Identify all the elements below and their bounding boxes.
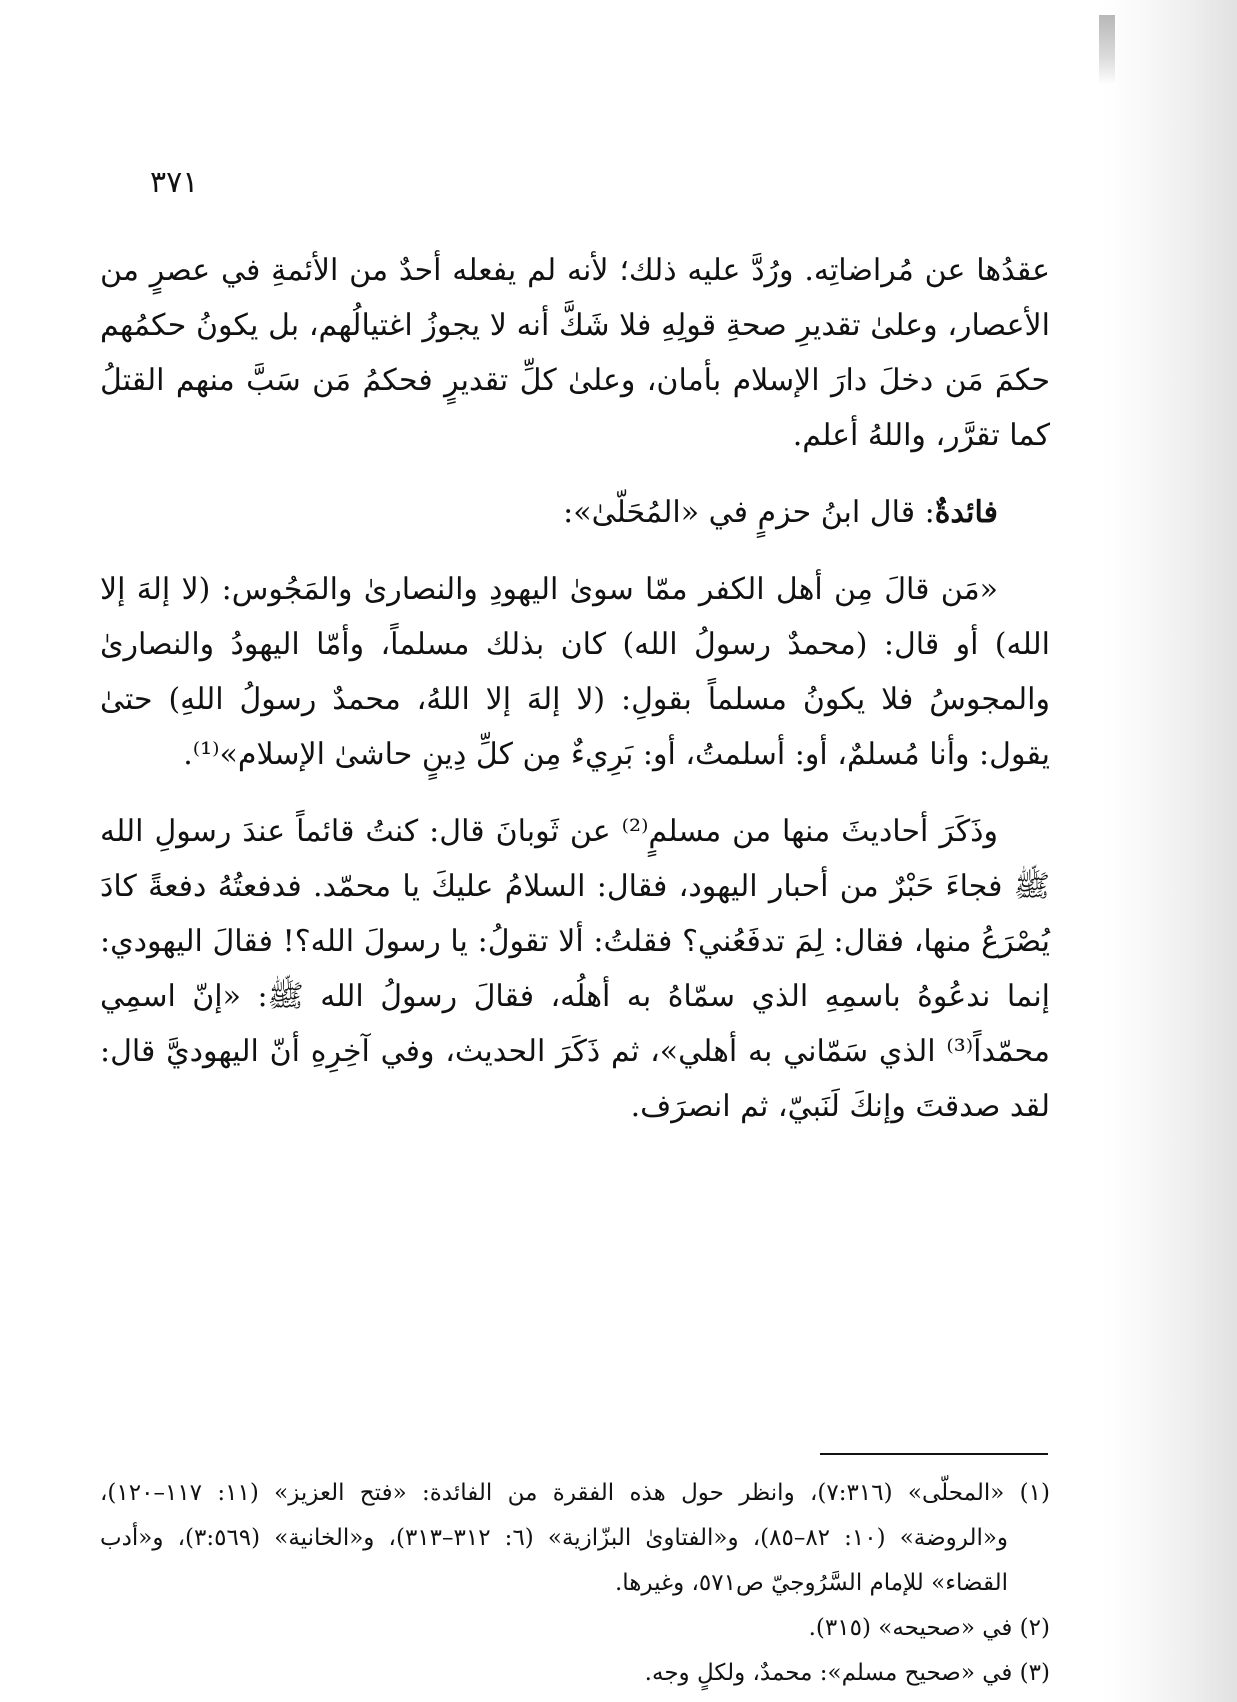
page-edge-mark [1099, 15, 1115, 85]
faida-paragraph [100, 485, 1050, 540]
footnote-divider [820, 1453, 1048, 1455]
main-text [100, 243, 1050, 1134]
page-number: ٣٧١ [150, 165, 199, 200]
hadith-paragraph: وذَكَرَ أحاديثَ منها من مسلمٍ⁽²⁾ عن ثَوبانَ قال: كنتُ قائماً عندَ رسولِ الله ﷺ فجاءَ حَبْرٌ من أحبار اليهود، فقال: السلامُ عليكَ يا محمّد. فدفعتُهُ دفعةً كادَ يُصْرَعُ منها، فقال: لِمَ تدفَعُني؟ فقلتُ: ألا تقولُ: يا رسولَ الله؟! فقالَ اليهودي: إنما ندعُوهُ باسمِهِ الذي سمّاهُ به أهلُه، فقالَ رسولُ الله ﷺ: «إنّ اسمِي محمّداً⁽³⁾ الذي سَمّاني به أهلي»، ثم ذَكَرَ الحديث، وفي آخِرِهِ أنّ اليهوديَّ قال: لقد صدقتَ وإنكَ لَنَبيّ، ثم انصرَف. [100, 814, 1050, 1124]
faida-rest: : قال ابنُ حزمٍ في «المُحَلّىٰ»: [563, 495, 935, 530]
footnote-2: (٢) في «صحيحه» (٣١٥). [808, 1615, 1050, 1641]
quote-paragraph: «مَن قالَ مِن أهل الكفر ممّا سوىٰ اليهودِ والنصارىٰ والمَجُوس: (لا إلهَ إلا الله) أو قال: (محمدٌ رسولُ الله) كان بذلك مسلماً، وأمّا اليهودُ والنصارىٰ والمجوسُ فلا يكونُ مسلماً بقولِ: (لا إلهَ إلا اللهُ، محمدٌ رسولُ اللهِ) حتىٰ يقول: وأنا مُسلمٌ، أو: أسلمتُ، أو: بَرِيءٌ مِن كلِّ دِينٍ حاشىٰ الإسلام»⁽¹⁾. [100, 572, 1050, 772]
footnotes [100, 1471, 1050, 1696]
footnote-1: (١) «المحلّى» (٧:٣١٦)، وانظر حول هذه الفقرة من الفائدة: «فتح العزيز» (١١: ١١٧–١٢٠)، و«الروضة» (١٠: ٨٢–٨٥)، و«الفتاوىٰ البزّازية» (٦: ٣١٢–٣١٣)، و«الخانية» (٣:٥٦٩)، و«أدب القضاء» للإمام السَّرُوجيّ ص٥٧١، وغيرها. [100, 1480, 1050, 1596]
footnote-3: (٣) في «صحيح مسلم»: محمدٌ، ولكلٍ وجه. [644, 1660, 1050, 1686]
paragraph-continuation: عقدُها عن مُراضاتِه. ورُدَّ عليه ذلك؛ لأنه لم يفعله أحدٌ من الأئمةِ في عصرٍ من الأعصار، وعلىٰ تقديرِ صحةِ قولِهِ فلا شَكَّ أنه لا يجوزُ اغتيالُهم، بل يكونُ حكمُهم حكمَ مَن دخلَ دارَ الإسلام بأمان، وعلىٰ كلِّ تقديرٍ فحكمُ مَن سَبَّ منهم القتلُ كما تقرَّر، واللهُ أعلم. [100, 253, 1050, 453]
page-binding-shadow [1102, 0, 1237, 1702]
faida-lead: فائدةٌ [934, 495, 998, 530]
